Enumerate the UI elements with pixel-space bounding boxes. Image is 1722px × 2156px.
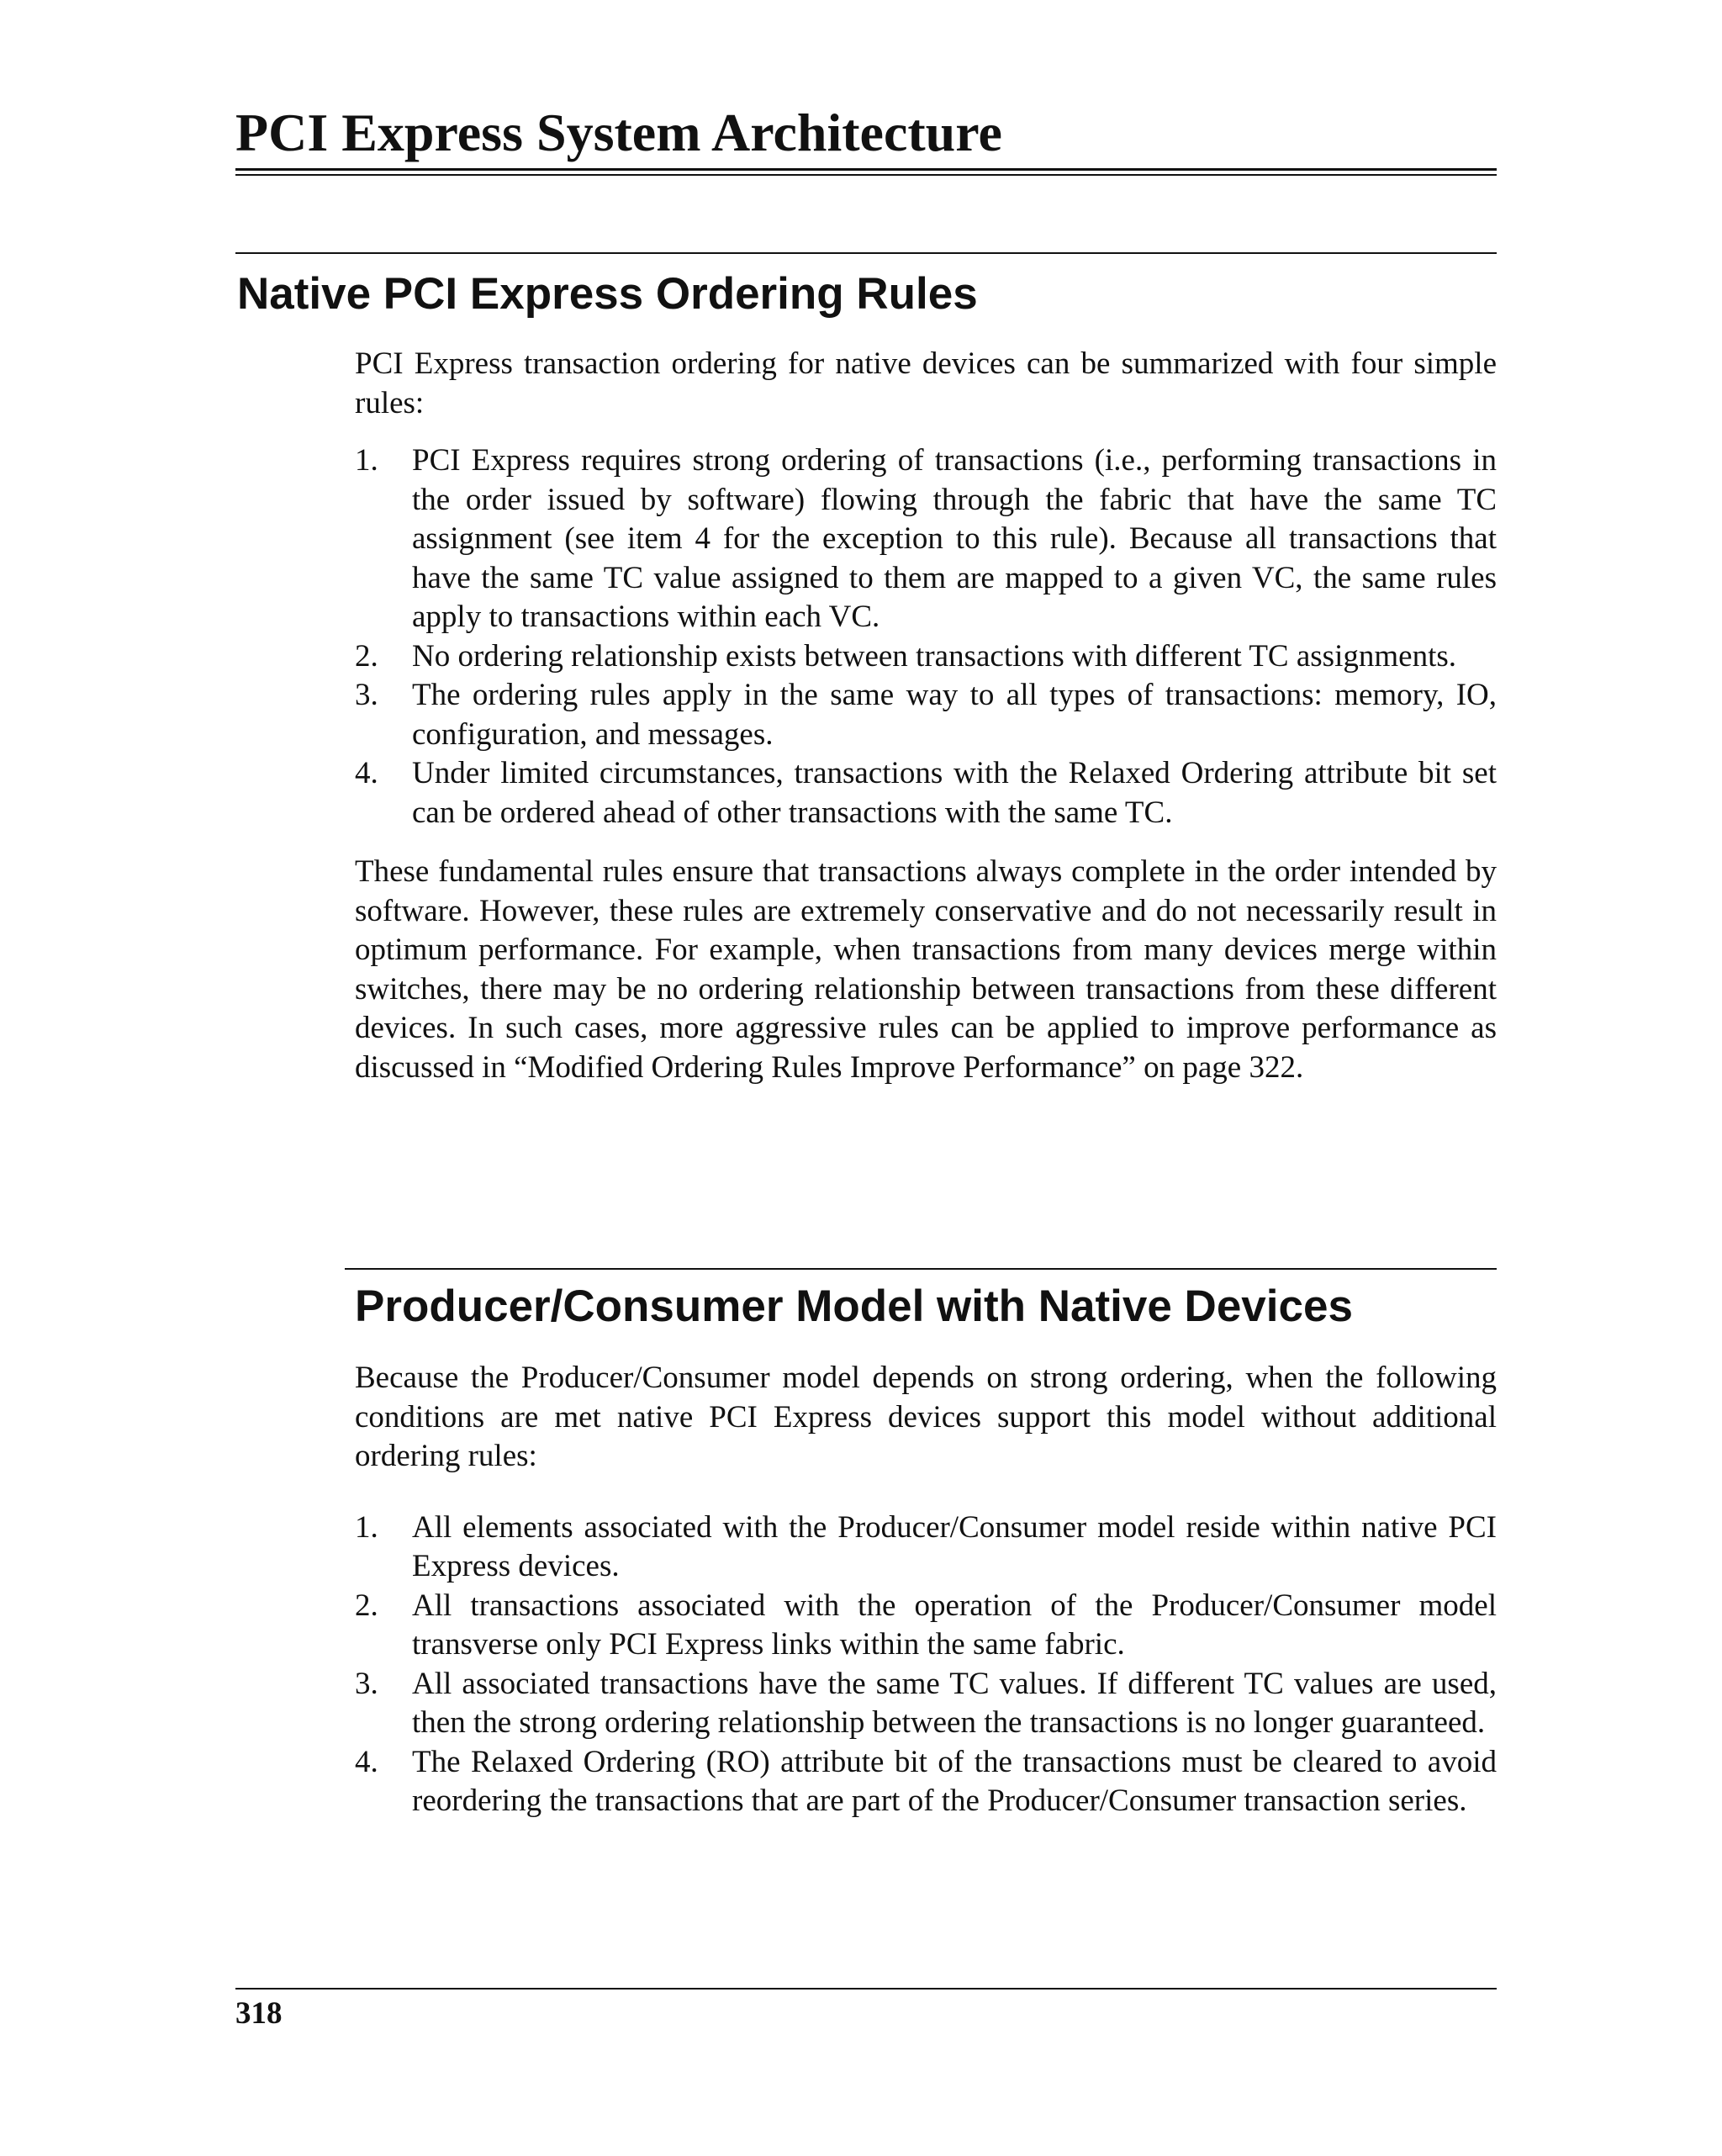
section1-rule: [235, 252, 1497, 254]
section2-intro: Because the Producer/Consumer model depends on strong ordering, when the following conditions are met native PCI Express devices support this model without additional ordering rules:: [355, 1361, 1497, 1473]
list-item-number: 4.: [355, 1744, 378, 1779]
section2-heading: Producer/Consumer Model with Native Devices: [355, 1281, 1353, 1331]
list-item-number: 4.: [355, 756, 378, 790]
list-item-number: 1.: [355, 443, 378, 478]
list-item-text: The Relaxed Ordering (RO) attribute bit of the transactions must be cleared to avoid reordering the transactions that are part of the Producer/Consumer transaction series.: [412, 1744, 1497, 1818]
list-item-text: Under limited circumstances, transactions with the Relaxed Ordering attribute bit set can be ordered ahead of other transactions with the same TC.: [412, 756, 1497, 830]
section1-rules-list: [355, 441, 1497, 832]
list-item-text: No ordering relationship exists between transactions with different TC assignments.: [412, 638, 1456, 674]
list-item: [355, 676, 1497, 754]
list-item-number: 2.: [355, 638, 378, 674]
list-item-number: 2.: [355, 1588, 378, 1623]
list-item-text: PCI Express requires strong ordering of transactions (i.e., performing transactions in the order issued by software) flowing through the fabric that have the same TC assignment (see item 4 for the exception to this rule). Because all transactions that have the same TC value assigned to them are mapped to a given VC, the same rules apply to transactions within each VC.: [412, 443, 1497, 634]
list-item-text: The ordering rules apply in the same way to all types of transactions: memory, IO, configuration, and messages.: [412, 678, 1497, 752]
section1-heading: Native PCI Express Ordering Rules: [237, 269, 978, 319]
header-rule-top: [235, 168, 1497, 171]
section2-rules-list: [355, 1509, 1497, 1821]
list-item-text: All elements associated with the Producer/Consumer model reside within native PCI Express devices.: [412, 1509, 1497, 1583]
section1-body: [355, 345, 1497, 1087]
running-header: PCI Express System Architecture: [235, 103, 1002, 162]
list-item: [355, 1665, 1497, 1743]
page-number: 318: [235, 1996, 283, 2031]
list-item: [355, 1587, 1497, 1665]
list-item: [355, 1743, 1497, 1821]
list-item-number: 1.: [355, 1509, 378, 1545]
list-item: [355, 1509, 1497, 1587]
footer-rule: [235, 1988, 1497, 1990]
section2-rule: [345, 1268, 1497, 1270]
list-item-number: 3.: [355, 678, 378, 712]
list-item: [355, 754, 1497, 832]
list-item: [355, 441, 1497, 637]
header-rule-bottom: [235, 174, 1497, 176]
list-item-text: All associated transactions have the same TC values. If different TC values are used, then the strong ordering relationship between the transactions is no longer guaranteed.: [412, 1666, 1497, 1740]
list-item-number: 3.: [355, 1666, 378, 1701]
list-item-text: All transactions associated with the operation of the Producer/Consumer model transverse only PCI Express links within the same fabric.: [412, 1588, 1497, 1662]
list-item: [355, 637, 1497, 677]
section2-body: [355, 1359, 1497, 1821]
section1-closing: These fundamental rules ensure that transactions always complete in the order intended by software. However, these rules are extremely conservative and do not necessarily result in optimum performance. For example, when transactions from many devices merge within switches, there may be no ordering relationship between transactions from these different devices. In such cases, more aggressive rules can be applied to improve performance as discussed in “Modified Ordering Rules Improve Performance” on page 322.: [355, 854, 1497, 1085]
section1-intro: PCI Express transaction ordering for native devices can be summarized with four simple rules:: [355, 346, 1497, 420]
